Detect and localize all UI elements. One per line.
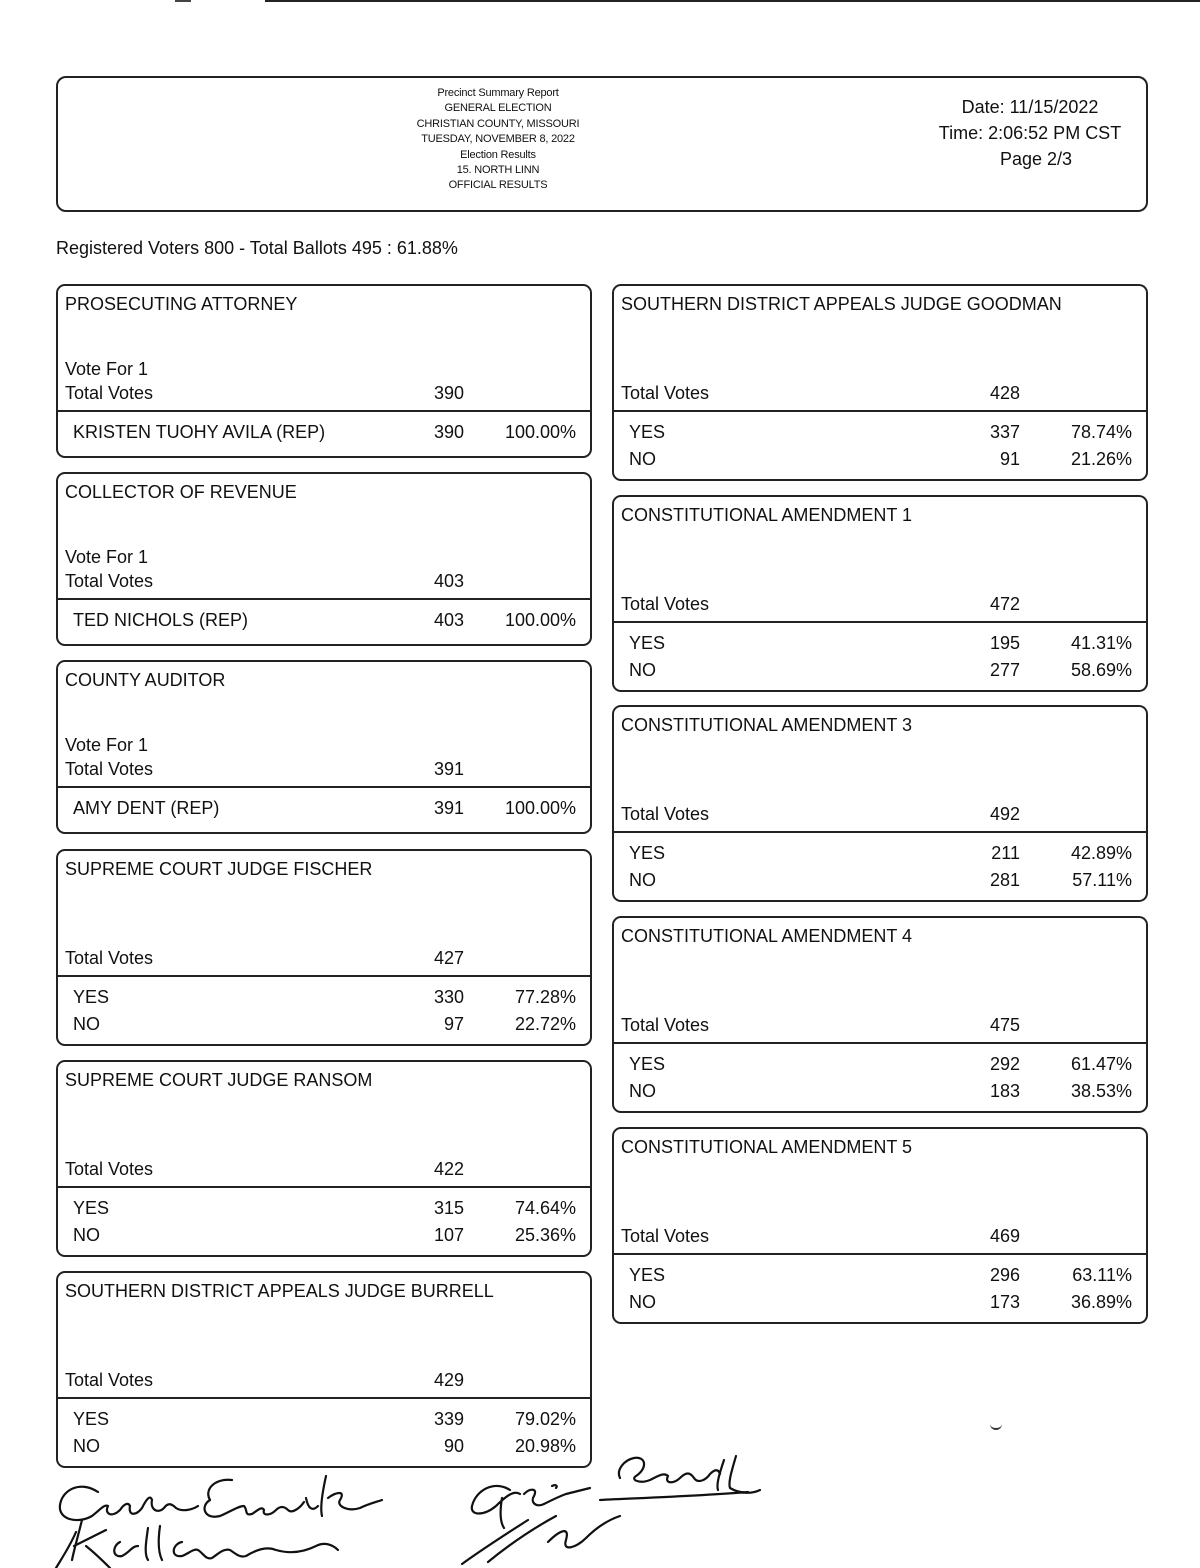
choice-votes: 337 (989, 422, 1020, 442)
page-number: Page 2/3 (999, 149, 1073, 169)
race-divider (56, 975, 592, 977)
total-votes-label: Total Votes (621, 804, 710, 824)
report-header (56, 76, 1148, 212)
result-row (58, 798, 590, 822)
vote-for: Vote For 1 (65, 359, 149, 379)
choice-votes: 403 (433, 610, 464, 630)
total-votes-label: Total Votes (65, 571, 154, 591)
choice-percent: 57.11% (1072, 870, 1132, 890)
choice-percent: 78.74% (1070, 422, 1132, 442)
result-row (614, 660, 1146, 684)
race-title: SUPREME COURT JUDGE RANSOM (65, 1070, 373, 1090)
vote-for: Vote For 1 (65, 547, 149, 567)
result-row (58, 422, 590, 446)
total-votes-value: 391 (433, 759, 464, 779)
race-title: SOUTHERN DISTRICT APPEALS JUDGE BURRELL (65, 1281, 494, 1301)
choice-percent: 41.31% (1070, 633, 1132, 653)
report-meta (920, 94, 1140, 172)
result-row (58, 610, 590, 634)
choice-label: NO (629, 660, 656, 680)
choice-label: AMY DENT (REP) (73, 798, 220, 818)
result-row (614, 843, 1146, 867)
choice-percent: 100.00% (504, 422, 576, 442)
official-label: OFFICIAL RESULTS (448, 179, 548, 192)
choice-percent: 63.11% (1072, 1265, 1132, 1285)
choice-label: NO (73, 1014, 100, 1034)
total-votes-label: Total Votes (621, 1015, 710, 1035)
choice-percent: 100.00% (504, 610, 576, 630)
result-row (58, 1409, 590, 1433)
total-votes-label: Total Votes (65, 383, 154, 403)
race-box-southern-district-appeals-judge-goodman (612, 284, 1148, 481)
choice-percent: 20.98% (514, 1436, 576, 1456)
total-votes-label: Total Votes (621, 1226, 710, 1246)
choice-label: YES (629, 422, 666, 442)
total-votes-label: Total Votes (621, 383, 710, 403)
choice-label: NO (629, 1292, 656, 1312)
total-votes-value: 492 (989, 804, 1020, 824)
choice-percent: 42.89% (1070, 843, 1132, 863)
total-votes-value: 427 (433, 948, 464, 968)
result-row (58, 987, 590, 1011)
race-title: CONSTITUTIONAL AMENDMENT 3 (621, 715, 913, 735)
jurisdiction: CHRISTIAN COUNTY, MISSOURI (416, 117, 580, 130)
choice-votes: 296 (989, 1265, 1020, 1285)
race-box-supreme-court-judge-fischer (56, 849, 592, 1046)
signature-kelli-ervin (56, 1520, 338, 1568)
race-divider (56, 786, 592, 788)
choice-label: NO (73, 1225, 100, 1245)
race-divider (612, 621, 1148, 623)
registration-summary: Registered Voters 800 - Total Ballots 495 : 61.88% (56, 238, 458, 258)
choice-label: NO (629, 449, 656, 469)
total-votes-label: Total Votes (621, 594, 710, 614)
race-box-constitutional-amendment-1 (612, 495, 1148, 692)
race-divider (612, 1042, 1148, 1044)
result-row (614, 870, 1146, 894)
race-divider (612, 831, 1148, 833)
choice-votes: 90 (443, 1436, 464, 1456)
choice-votes: 292 (989, 1054, 1020, 1074)
race-box-constitutional-amendment-4 (612, 916, 1148, 1113)
race-divider (612, 410, 1148, 412)
choice-label: NO (629, 1081, 656, 1101)
race-title: SUPREME COURT JUDGE FISCHER (65, 859, 373, 879)
total-votes-value: 475 (989, 1015, 1020, 1035)
total-votes-label: Total Votes (65, 1370, 154, 1390)
choice-percent: 36.89% (1070, 1292, 1132, 1312)
race-title: PROSECUTING ATTORNEY (65, 294, 298, 314)
choice-percent: 25.36% (514, 1225, 576, 1245)
race-title: COUNTY AUDITOR (65, 670, 226, 690)
total-votes-value: 390 (433, 383, 464, 403)
choice-label: YES (629, 1265, 666, 1285)
report-time: Time: 2:06:52 PM CST (938, 123, 1122, 143)
result-row (614, 1081, 1146, 1105)
total-votes-label: Total Votes (65, 759, 154, 779)
total-votes-value: 422 (433, 1159, 464, 1179)
scan-top-rule (265, 0, 1200, 2)
report-heading (398, 86, 598, 194)
stray-mark (990, 1424, 1002, 1430)
choice-percent: 79.02% (514, 1409, 576, 1429)
race-box-county-auditor (56, 660, 592, 834)
total-votes-value: 469 (989, 1226, 1020, 1246)
choice-label: YES (629, 843, 666, 863)
race-box-supreme-court-judge-ransom (56, 1060, 592, 1257)
race-title: CONSTITUTIONAL AMENDMENT 4 (621, 926, 913, 946)
result-row (614, 422, 1146, 446)
choice-votes: 107 (433, 1225, 464, 1245)
choice-votes: 195 (989, 633, 1020, 653)
choice-label: TED NICHOLS (REP) (73, 610, 249, 630)
signatures (0, 1450, 1200, 1568)
scan-mark (175, 0, 191, 2)
race-box-southern-district-appeals-judge-burrell (56, 1271, 592, 1468)
choice-votes: 391 (433, 798, 464, 818)
race-box-prosecuting-attorney (56, 284, 592, 458)
total-votes-value: 403 (433, 571, 464, 591)
report-date: Date: 11/15/2022 (961, 97, 1099, 117)
race-title: COLLECTOR OF REVENUE (65, 482, 297, 502)
choice-label: YES (629, 1054, 666, 1074)
total-votes-value: 472 (989, 594, 1020, 614)
choice-percent: 100.00% (504, 798, 576, 818)
choice-label: YES (73, 987, 110, 1007)
choice-label: NO (629, 870, 656, 890)
choice-label: YES (73, 1198, 110, 1218)
election-date: TUESDAY, NOVEMBER 8, 2022 (421, 133, 575, 146)
race-title: CONSTITUTIONAL AMENDMENT 1 (621, 505, 913, 525)
result-row (614, 449, 1146, 473)
signature-carla-essick (60, 1476, 382, 1520)
result-row (614, 1265, 1146, 1289)
choice-votes: 330 (433, 987, 464, 1007)
race-divider (56, 1186, 592, 1188)
choice-label: KRISTEN TUOHY AVILA (REP) (73, 422, 326, 442)
result-row (614, 1054, 1146, 1078)
race-box-collector-of-revenue (56, 472, 592, 646)
race-divider (56, 1397, 592, 1399)
choice-votes: 91 (999, 449, 1020, 469)
total-votes-value: 428 (989, 383, 1020, 403)
total-votes-label: Total Votes (65, 1159, 154, 1179)
total-votes-value: 429 (433, 1370, 464, 1390)
choice-percent: 38.53% (1070, 1081, 1132, 1101)
choice-votes: 211 (991, 843, 1020, 863)
choice-votes: 315 (433, 1198, 464, 1218)
choice-votes: 97 (443, 1014, 464, 1034)
result-row (58, 1225, 590, 1249)
signature-liz-russell (462, 1456, 760, 1564)
vote-for: Vote For 1 (65, 735, 149, 755)
race-title: SOUTHERN DISTRICT APPEALS JUDGE GOODMAN (621, 294, 1062, 314)
race-box-constitutional-amendment-3 (612, 705, 1148, 902)
choice-votes: 390 (433, 422, 464, 442)
choice-votes: 281 (989, 870, 1020, 890)
choice-label: NO (73, 1436, 100, 1456)
race-box-constitutional-amendment-5 (612, 1127, 1148, 1324)
race-divider (56, 410, 592, 412)
choice-percent: 58.69% (1070, 660, 1132, 680)
choice-label: YES (629, 633, 666, 653)
choice-votes: 339 (433, 1409, 464, 1429)
choice-label: YES (73, 1409, 110, 1429)
race-divider (612, 1253, 1148, 1255)
choice-votes: 183 (989, 1081, 1020, 1101)
choice-votes: 277 (989, 660, 1020, 680)
result-row (58, 1198, 590, 1222)
choice-votes: 173 (989, 1292, 1020, 1312)
choice-percent: 21.26% (1070, 449, 1132, 469)
choice-percent: 22.72% (514, 1014, 576, 1034)
precinct-name: 15. NORTH LINN (456, 164, 540, 177)
report-title: Precinct Summary Report (437, 87, 559, 99)
race-divider (56, 598, 592, 600)
result-row (58, 1014, 590, 1038)
total-votes-label: Total Votes (65, 948, 154, 968)
race-title: CONSTITUTIONAL AMENDMENT 5 (621, 1137, 913, 1157)
choice-percent: 74.64% (514, 1198, 576, 1218)
result-row (614, 1292, 1146, 1316)
results-label: Election Results (460, 148, 536, 161)
election-name: GENERAL ELECTION (444, 102, 552, 115)
result-row (614, 633, 1146, 657)
choice-percent: 61.47% (1070, 1054, 1132, 1074)
choice-percent: 77.28% (514, 987, 576, 1007)
